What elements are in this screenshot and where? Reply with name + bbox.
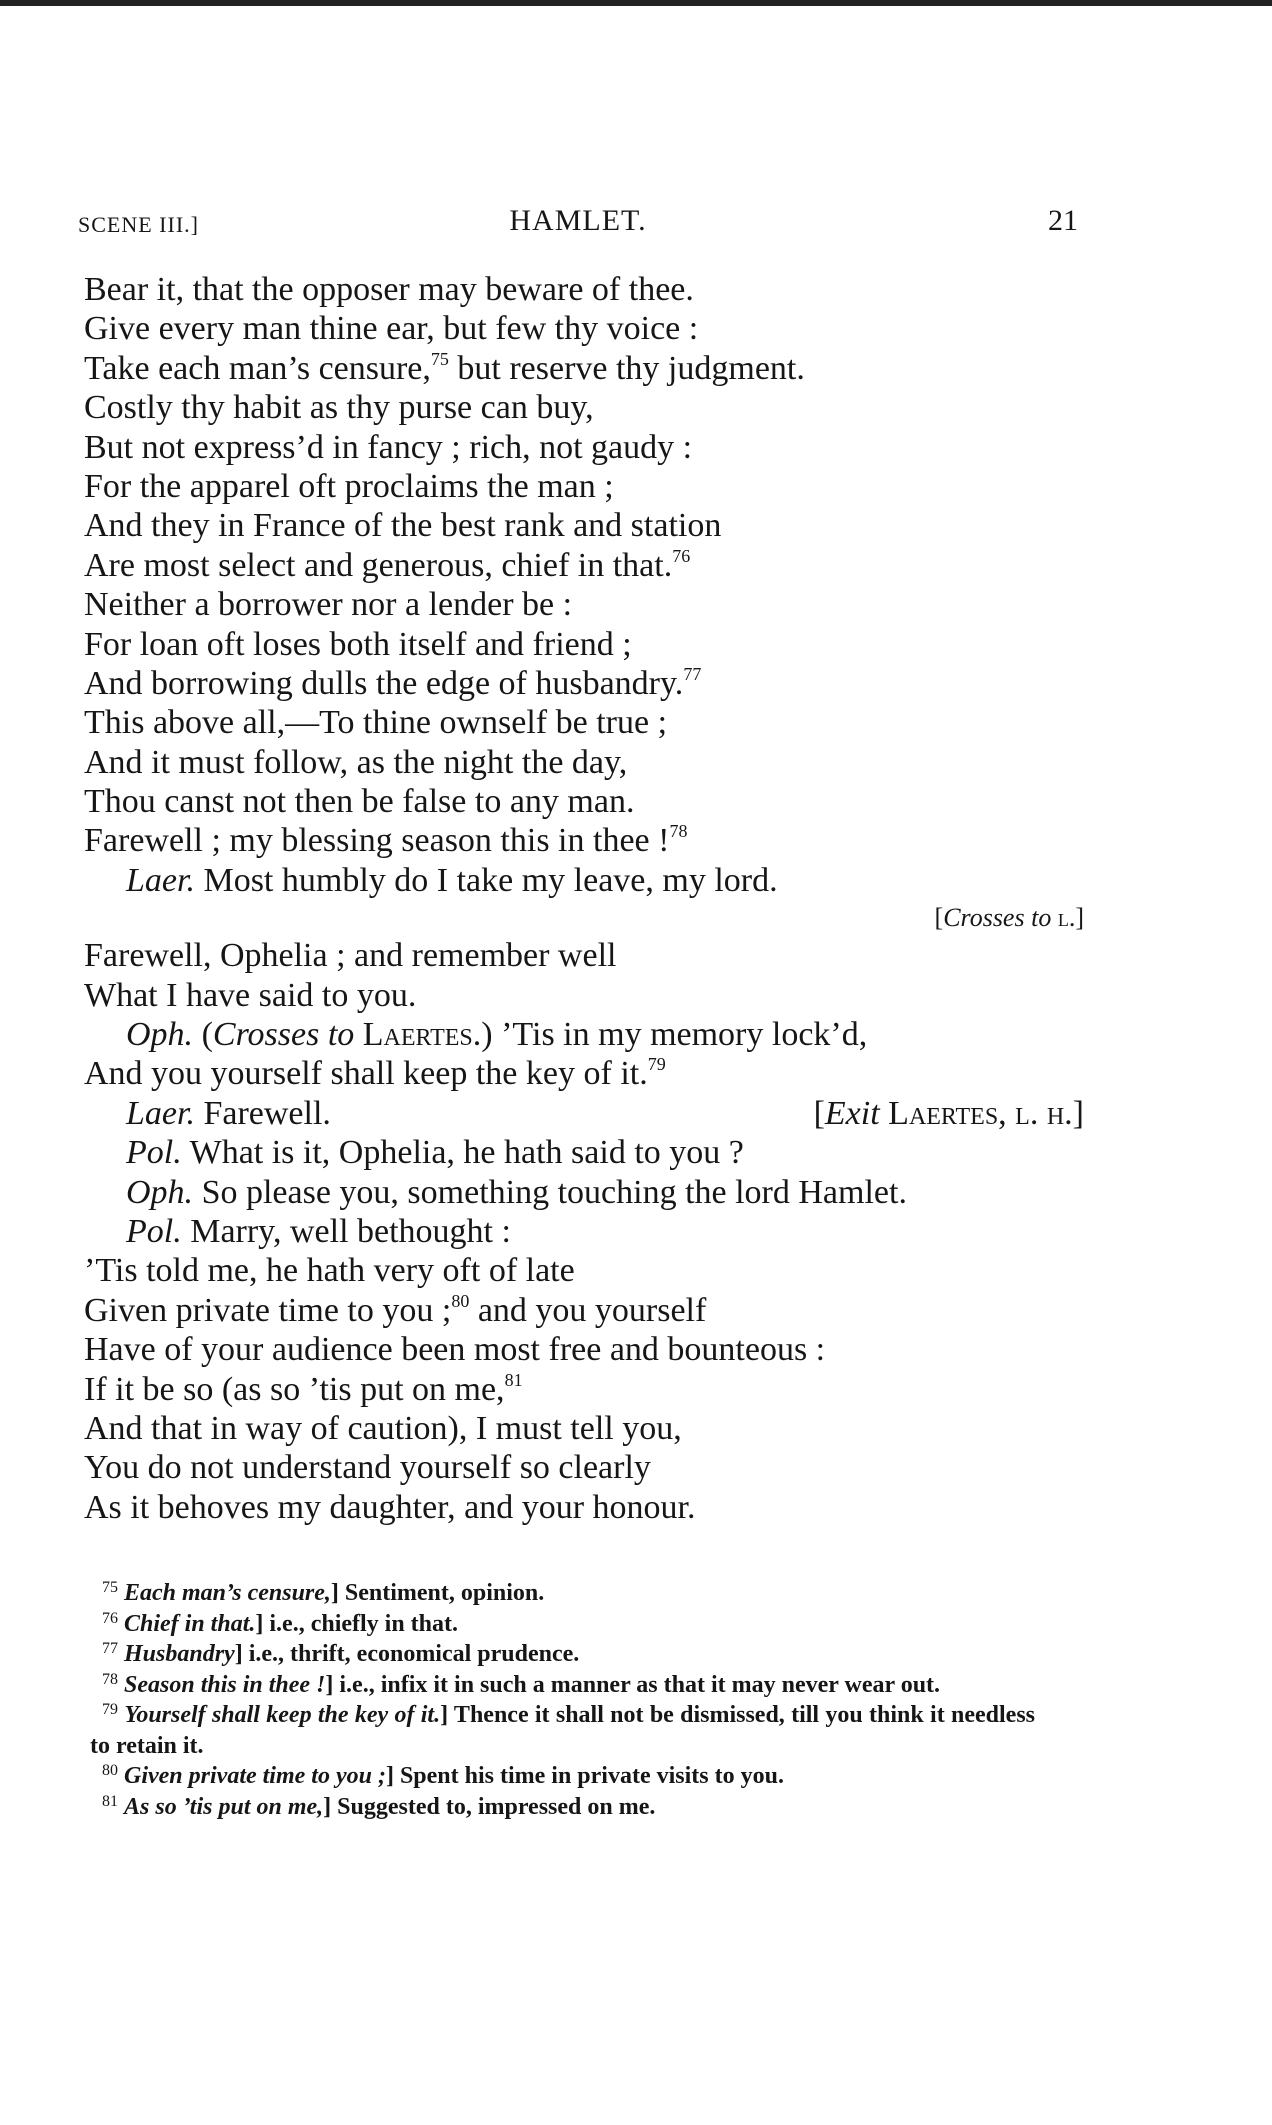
footnote-ref: 76 [672, 545, 691, 566]
speaker-name: Laer. [126, 1094, 195, 1132]
running-header [78, 202, 1078, 252]
line-text: and you yourself [469, 1291, 707, 1329]
footnote-term: Each man’s censure, [124, 1580, 331, 1606]
line-text: So please you, something touching the lord Hamlet. [193, 1173, 907, 1211]
speech-line-ophelia [84, 1015, 1084, 1054]
verse-line [84, 506, 1084, 545]
verse-line [84, 821, 1084, 860]
line-text: This above all,—To thine ownself be true ; [84, 704, 668, 742]
verse-block [84, 270, 1084, 1527]
footnote-term: Chief in that. [124, 1610, 256, 1637]
bracket: [ [813, 1094, 825, 1132]
footnote-ref: 80 [451, 1290, 470, 1311]
verse-line [84, 467, 1084, 506]
speech-line-polonius [84, 1212, 1084, 1251]
line-text: For loan oft loses both itself and friend ; [84, 625, 632, 663]
line-text: Give every man thine ear, but few thy voice : [84, 310, 699, 348]
line-text: ) ’Tis in my memory lock’d, [481, 1016, 868, 1054]
paren: ( [193, 1016, 213, 1054]
line-text: But not express’d in fancy ; rich, not gaudy : [84, 428, 693, 466]
footnote-term: Yourself shall keep the key of it. [124, 1702, 441, 1728]
footnote-text: ] Thence it shall not be dismissed, till you think it needless to retain it. [90, 1702, 1036, 1759]
verse-line [84, 1370, 1084, 1409]
bracket: ] [1072, 1094, 1084, 1132]
footnote [90, 1761, 1035, 1792]
scene-label: SCENE III.] [78, 212, 199, 237]
footnote-text: ] Spent his time in private visits to you. [385, 1763, 784, 1789]
line-text: What is it, Ophelia, he hath said to you ? [181, 1134, 744, 1172]
footnote-term: Season this in thee ! [124, 1671, 326, 1698]
footnote-term: Husbandry [124, 1641, 235, 1667]
footnotes [90, 1578, 1035, 1822]
verse-line [84, 546, 1084, 585]
footnote-ref: 79 [647, 1054, 666, 1075]
line-text: Thou canst not then be false to any man. [84, 783, 635, 821]
footnote-number: 81 [102, 1792, 118, 1810]
footnote-text: ] Sentiment, opinion. [330, 1580, 545, 1606]
footnote-number: 78 [102, 1670, 118, 1688]
direction-target: l. [1051, 903, 1076, 933]
line-text: Have of your audience been most free and bounteous : [84, 1331, 826, 1369]
verse-line [84, 664, 1084, 703]
page-title: HAMLET. [509, 204, 647, 237]
footnote [90, 1670, 1035, 1701]
verse-line [84, 1409, 1084, 1448]
footnote-ref: 77 [683, 663, 702, 684]
speaker-name: Oph. [126, 1173, 194, 1211]
verse-line [84, 703, 1084, 742]
line-text: And borrowing dulls the edge of husbandry. [84, 664, 684, 702]
speech-line-laertes [84, 861, 1084, 900]
footnote-term: Given private time to you ; [124, 1763, 386, 1789]
footnote-number: 80 [102, 1762, 118, 1779]
verse-line [84, 270, 1084, 309]
footnote-text: ] i.e., infix it in such a manner as that it may never wear out. [325, 1671, 941, 1698]
polonius-speech-2 [84, 1251, 1084, 1527]
page-number: 21 [1048, 204, 1078, 237]
verse-line [84, 1251, 1084, 1290]
footnote-text: ] i.e., thrift, economical prudence. [234, 1641, 580, 1667]
footnote [90, 1609, 1035, 1640]
line-text: but reserve thy judgment. [448, 349, 805, 387]
verse-line [84, 388, 1084, 427]
line-text: And it must follow, as the night the day, [84, 743, 628, 781]
line-text: Marry, well bethought : [181, 1212, 511, 1250]
verse-line [84, 309, 1084, 348]
line-text: For the apparel oft proclaims the man ; [84, 467, 614, 505]
verse-line [84, 1448, 1084, 1487]
speaker-name: Oph. [126, 1016, 194, 1054]
line-text: Take each man’s censure, [84, 349, 431, 387]
footnote-number: 77 [102, 1640, 118, 1657]
footnote-ref: 75 [430, 348, 449, 369]
line-text: Neither a borrower nor a lender be : [84, 586, 573, 624]
verse-line [84, 1330, 1084, 1369]
line-text: Bear it, that the opposer may beware of thee. [84, 271, 694, 308]
verse-line [84, 1054, 1084, 1093]
line-text: Given private time to you ; [84, 1291, 452, 1329]
line-text: And that in way of caution), I must tell you, [84, 1409, 682, 1447]
verse-line [84, 349, 1084, 388]
footnote-ref: 81 [504, 1369, 523, 1390]
verse-line: What I have said to you. [84, 976, 417, 1014]
footnote-text: ] Suggested to, impressed on me. [323, 1793, 656, 1820]
line-text: You do not understand yourself so clearly [84, 1449, 651, 1487]
speech-line-polonius [84, 1133, 1084, 1172]
footnote-ref: 78 [669, 821, 688, 842]
footnote [90, 1792, 1035, 1823]
line-text: If it be so (as so ’tis put on me, [84, 1370, 505, 1408]
line-text: Farewell ; my blessing season this in thee ! [84, 822, 670, 860]
direction-target: Laertes. [354, 1016, 482, 1054]
line-text: And they in France of the best rank and station [84, 507, 722, 545]
polonius-speech [84, 270, 1084, 861]
verse-line: Farewell, Ophelia ; and remember well [84, 937, 617, 975]
stage-direction [814, 1094, 1084, 1133]
footnote [90, 1639, 1035, 1670]
footnote [90, 1578, 1035, 1609]
verse-line [84, 1488, 1084, 1527]
line-text: ’Tis told me, he hath very oft of late [84, 1252, 575, 1290]
direction-text: Crosses to [212, 1016, 355, 1054]
footnote-number: 75 [102, 1579, 118, 1596]
verse-line [84, 743, 1084, 782]
direction-text: Exit [824, 1094, 880, 1132]
verse-line [84, 782, 1084, 821]
verse-line [84, 1291, 1084, 1330]
direction-text: Crosses to [943, 903, 1052, 933]
verse-line [84, 428, 1084, 467]
footnote [90, 1700, 1035, 1761]
top-rule [0, 0, 1272, 6]
line-text: And you yourself shall keep the key of it. [84, 1055, 648, 1093]
line-text: Farewell. [194, 1094, 331, 1132]
line-text: Are most select and generous, chief in that. [84, 546, 673, 584]
footnote-number: 79 [102, 1701, 118, 1718]
speech-line-laertes [84, 1094, 1084, 1133]
line-text: Costly thy habit as thy purse can buy, [84, 389, 594, 427]
bracket: ] [1075, 903, 1084, 933]
bracket: [ [934, 903, 944, 933]
stage-direction [84, 900, 1084, 936]
footnote-text: ] i.e., chiefly in that. [255, 1610, 459, 1637]
verse-line [84, 585, 1084, 624]
footnote-term: As so ’tis put on me, [124, 1793, 324, 1820]
footnote-number: 76 [102, 1609, 118, 1627]
speaker-name: Laer. [126, 861, 195, 899]
line-text: Most humbly do I take my leave, my lord. [194, 861, 778, 899]
speaker-name: Pol. [126, 1212, 182, 1250]
line-text: As it behoves my daughter, and your honour. [84, 1488, 696, 1526]
speech-line-ophelia [84, 1173, 1084, 1212]
verse-line [84, 625, 1084, 664]
direction-target: Laertes, l. h. [879, 1094, 1073, 1132]
speaker-name: Pol. [126, 1134, 182, 1172]
